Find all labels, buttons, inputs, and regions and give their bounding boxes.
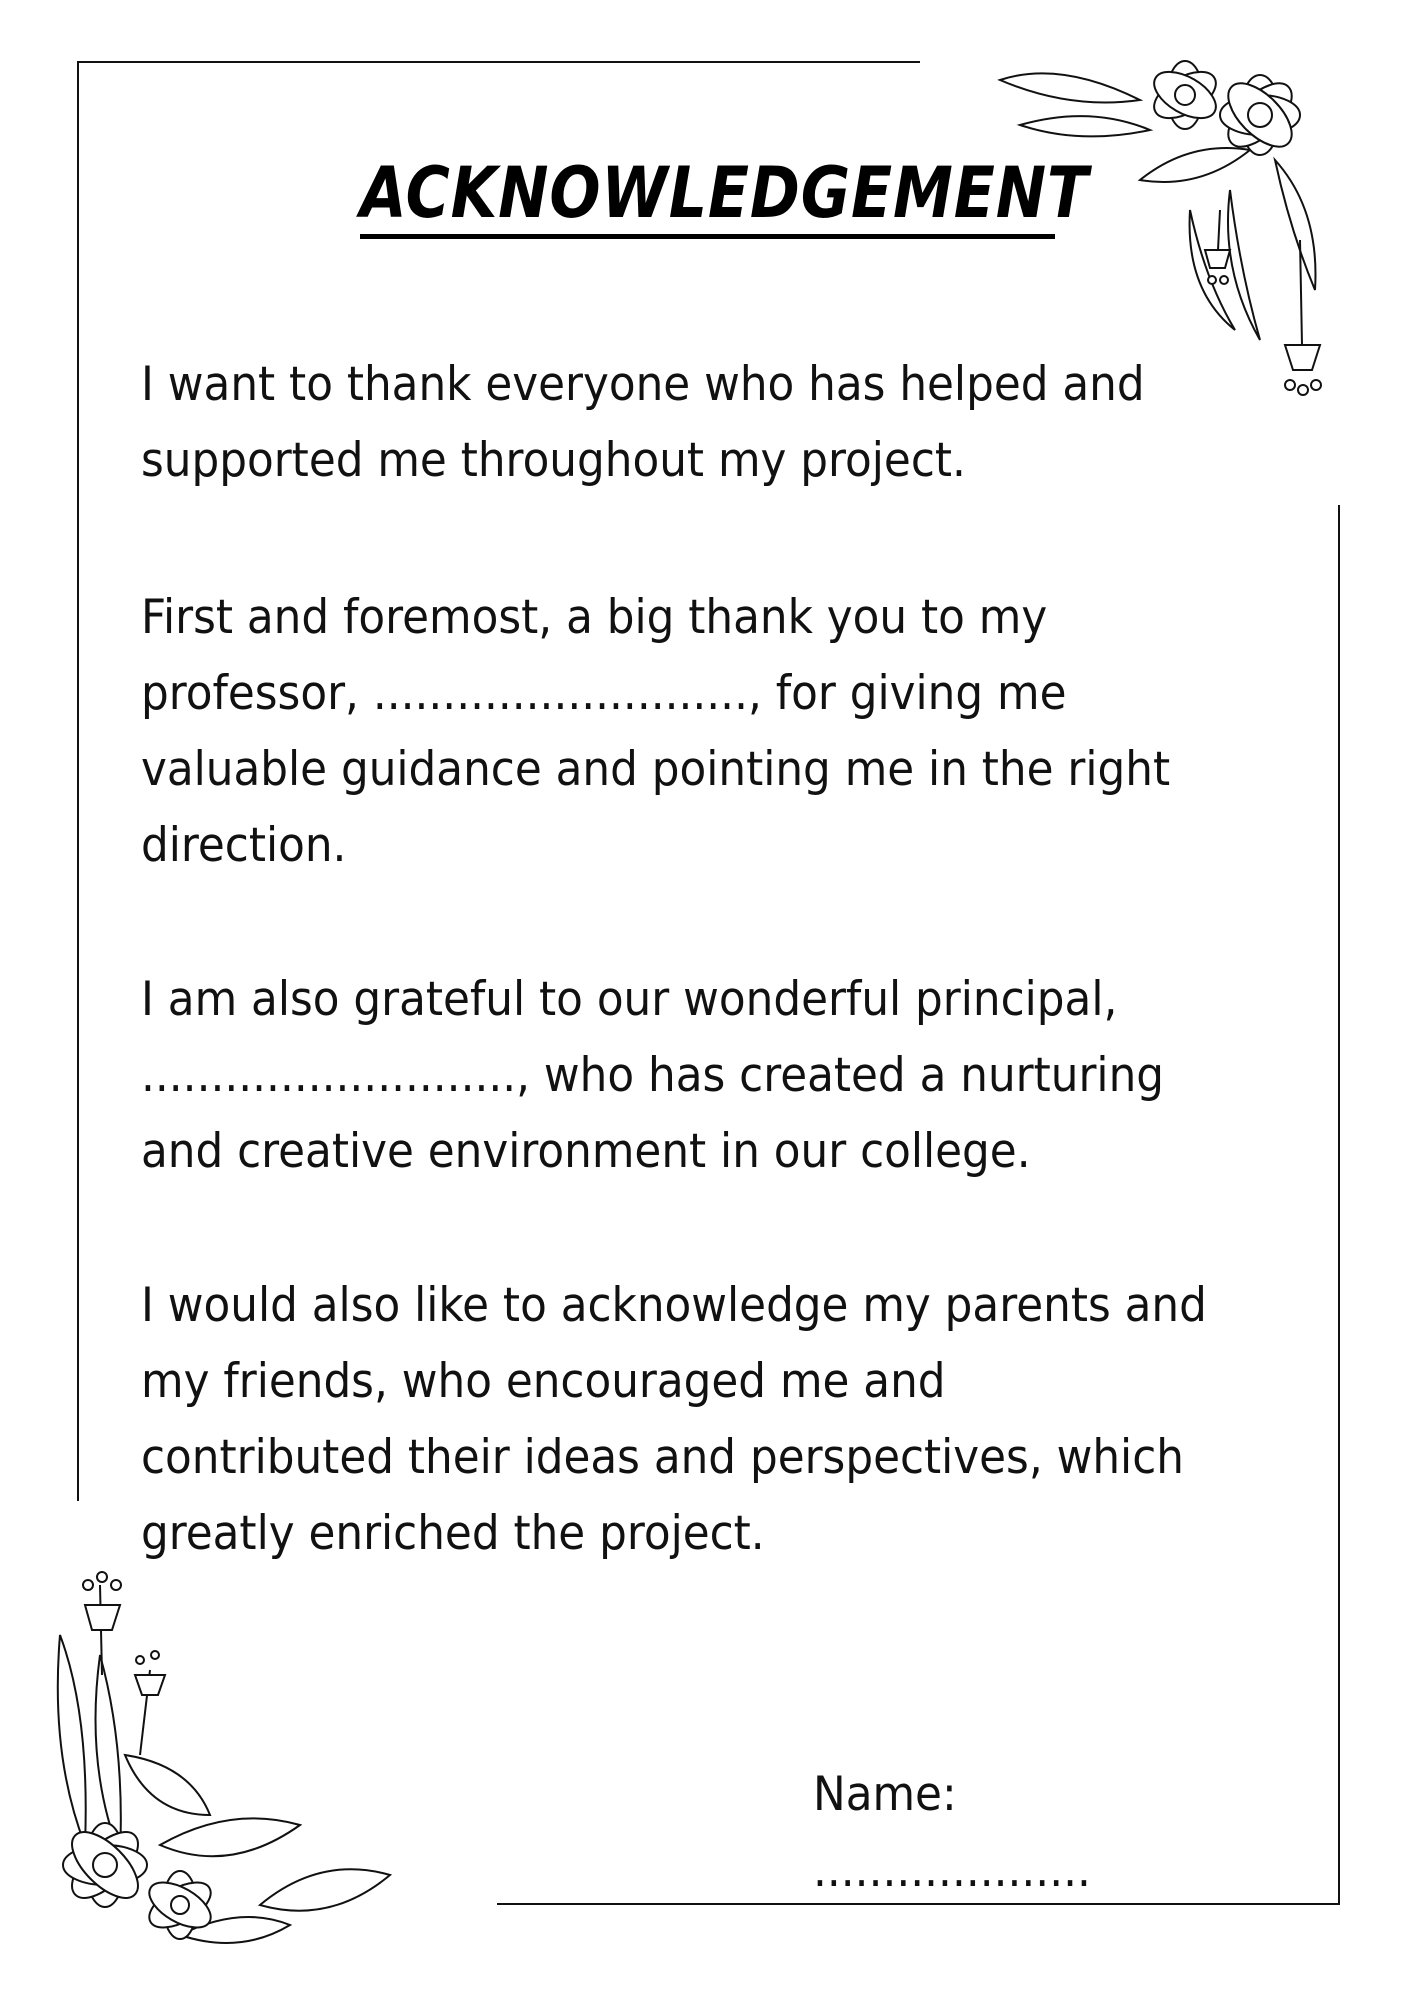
paragraph-professor: First and foremost, a big thank you to my professor, ..........................., for giving me valuable guidance and pointing me in the right direction.	[141, 590, 1171, 873]
page-title: ACKNOWLEDGEMENT	[360, 152, 1089, 234]
title-underline	[360, 234, 1055, 239]
paragraph-family-friends: I would also like to acknowledge my parents and my friends, who encouraged me and contributed their ideas and perspectives, which greatly enriched the project.	[141, 1278, 1207, 1561]
signature-name-field: Name: ....................	[813, 1767, 1091, 1898]
floral-corner-icon	[30, 1555, 430, 1975]
floral-corner-icon	[990, 40, 1350, 440]
paragraph-principal: I am also grateful to our wonderful principal, ..........................., who has created a nurturing and creative environment in our college.	[141, 972, 1165, 1179]
border-left-line	[77, 61, 79, 1501]
border-top-line	[78, 61, 920, 63]
border-right-line	[1338, 505, 1340, 1905]
paragraph-thanks: I want to thank everyone who has helped and supported me throughout my project.	[141, 357, 1145, 488]
